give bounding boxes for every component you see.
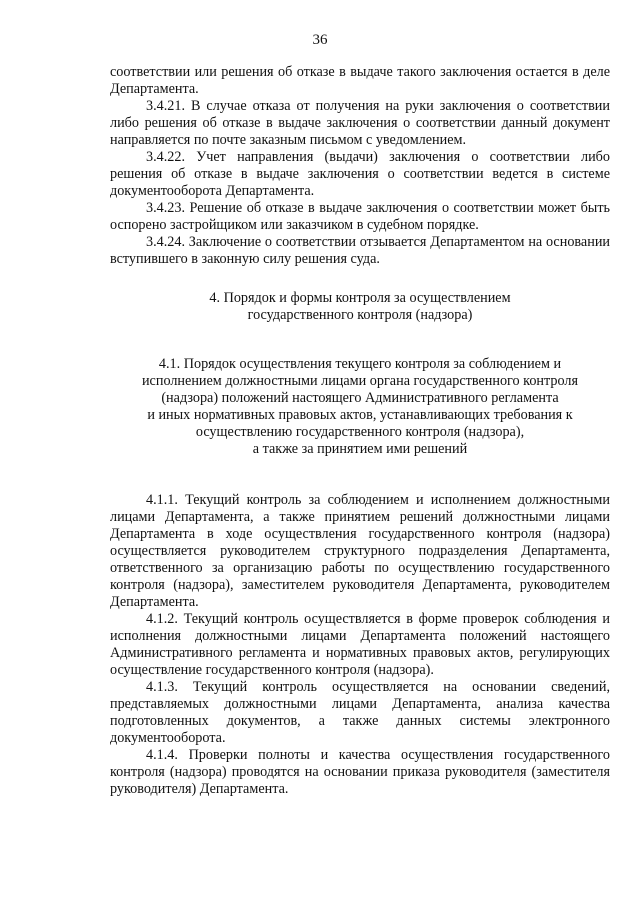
paragraph-4-1-2: 4.1.2. Текущий контроль осуществляется в форме проверок соблюдения и исполнения должностными лицами Департамента положений настоящего Административного регламента и нормативных правовых актов, регулирующих осуществление государственного контроля (надзора).	[110, 611, 610, 678]
paragraph-3-4-24: 3.4.24. Заключение о соответствии отзывается Департаментом на основании вступившего в законную силу решения суда.	[110, 234, 610, 267]
section-4-heading	[110, 290, 610, 324]
subsection-heading-line: и иных нормативных правовых актов, устанавливающих требования к	[147, 407, 573, 423]
section-heading-line: государственного контроля (надзора)	[247, 307, 473, 323]
paragraph-4-1-4: 4.1.4. Проверки полноты и качества осуществления государственного контроля (надзора) проводятся на основании приказа руководителя (заместителя руководителя) Департамента.	[110, 747, 610, 797]
page-number: 36	[312, 32, 328, 48]
paragraph-4-1-1: 4.1.1. Текущий контроль за соблюдением и исполнением должностными лицами Департамента, а также принятием решений должностными лицами Департамента в ходе осуществления государственного контроля (надзора) осуществляется руководителем структурного подразделения Департамента, ответственного за организацию работы по осуществлению государственного контроля (надзора), заместителем руководителя Департамента, руководителем Департамента.	[110, 492, 610, 610]
page-body	[110, 64, 610, 798]
subsection-heading-line: а также за принятием ими решений	[252, 441, 468, 457]
subsection-heading-line: осуществлению государственного контроля (надзора),	[195, 424, 525, 440]
paragraph-3-4-22: 3.4.22. Учет направления (выдачи) заключения о соответствии либо решения об отказе в выдаче заключения о соответствии ведется в системе документооборота Департамента.	[110, 149, 610, 199]
intro-paragraph: соответствии или решения об отказе в выдаче такого заключения остается в деле Департамента.	[110, 64, 610, 97]
section-heading-line: 4. Порядок и формы контроля за осуществлением	[209, 290, 511, 306]
subsection-heading-line: 4.1. Порядок осуществления текущего контроля за соблюдением и	[158, 356, 562, 372]
subsection-4-1-heading	[110, 356, 610, 458]
paragraph-3-4-21: 3.4.21. В случае отказа от получения на руки заключения о соответствии либо решения об отказе в выдаче заключения о соответствии данный документ направляется по почте заказным письмом с уведомлением.	[110, 98, 610, 148]
subsection-heading-line: (надзора) положений настоящего Административного регламента	[161, 390, 559, 406]
paragraph-4-1-3: 4.1.3. Текущий контроль осуществляется на основании сведений, представляемых должностными лицами Департамента, анализа качества подготовленных документов, а также данных системы электронного документооборота.	[110, 679, 610, 746]
paragraph-3-4-23: 3.4.23. Решение об отказе в выдаче заключения о соответствии может быть оспорено застройщиком или заказчиком в судебном порядке.	[110, 200, 610, 233]
subsection-heading-line: исполнением должностными лицами органа государственного контроля	[141, 373, 579, 389]
